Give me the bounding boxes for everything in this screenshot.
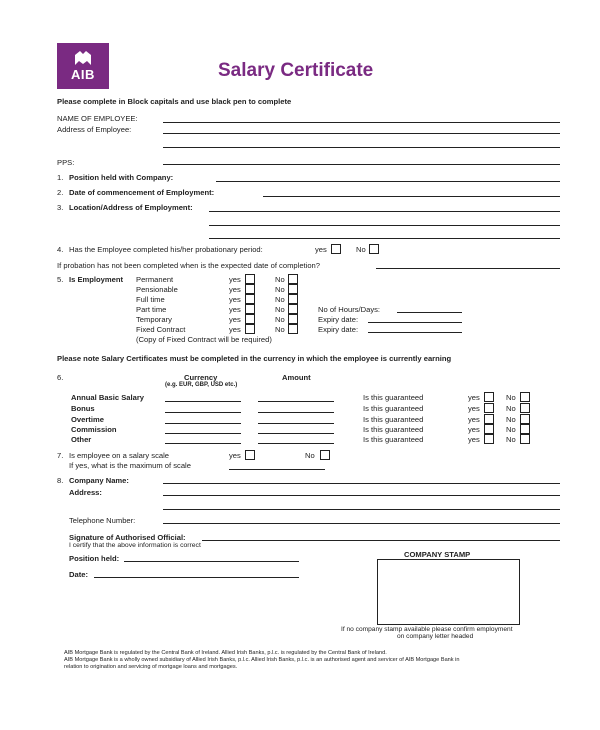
- probation-question: If probation has not been completed when is the expected date of completion?: [57, 261, 321, 270]
- currency-header: Currency: [184, 373, 218, 382]
- full-time-yes-label: yes: [229, 295, 241, 304]
- permanent-yes-checkbox[interactable]: [245, 274, 255, 284]
- probation-date-field[interactable]: [376, 268, 560, 269]
- employment-location-field-1[interactable]: [209, 211, 560, 212]
- annual-basic-yes-checkbox[interactable]: [484, 392, 494, 402]
- employment-type-part-time: Part time: [136, 305, 167, 314]
- page-title: Salary Certificate: [218, 60, 374, 81]
- employment-type-permanent: Permanent: [136, 275, 174, 284]
- salary-row-overtime: Overtime: [71, 415, 104, 424]
- telephone-field[interactable]: [163, 523, 560, 524]
- date-label: Date:: [69, 570, 88, 579]
- employment-location-field-2[interactable]: [209, 225, 560, 226]
- other-guaranteed-label: Is this guaranteed: [363, 435, 424, 444]
- employee-address-field-2[interactable]: [163, 147, 560, 148]
- part-time-yes-checkbox[interactable]: [245, 304, 255, 314]
- signature-label: Signature of Authorised Official:: [69, 533, 186, 542]
- salary-row-bonus: Bonus: [71, 404, 95, 413]
- pensionable-yes-checkbox[interactable]: [245, 284, 255, 294]
- employee-name-field[interactable]: [163, 122, 560, 123]
- commission-yes-checkbox[interactable]: [484, 424, 494, 434]
- employment-type-fixed-contract: Fixed Contract: [136, 325, 186, 334]
- fixed-contract-expiry-field[interactable]: [368, 332, 462, 333]
- part-time-yes-label: yes: [229, 305, 241, 314]
- commission-amount-field[interactable]: [258, 433, 334, 434]
- temporary-yes-label: yes: [229, 315, 241, 324]
- overtime-no-checkbox[interactable]: [520, 414, 530, 424]
- temporary-no-checkbox[interactable]: [288, 314, 298, 324]
- other-currency-field[interactable]: [165, 443, 241, 444]
- company-stamp-label: COMPANY STAMP: [404, 550, 471, 559]
- q5-number: 5.: [57, 275, 64, 284]
- q7-label: Is employee on a salary scale: [69, 451, 170, 460]
- fixed-contract-note: (Copy of Fixed Contract will be required): [136, 335, 272, 344]
- employment-type-temporary: Temporary: [136, 315, 172, 324]
- full-time-yes-checkbox[interactable]: [245, 294, 255, 304]
- permanent-yes-label: yes: [229, 275, 241, 284]
- bonus-yes-label: yes: [468, 404, 480, 413]
- commission-guaranteed-label: Is this guaranteed: [363, 425, 424, 434]
- employment-type-full-time: Full time: [136, 295, 165, 304]
- employee-address-label: Address of Employee:: [57, 125, 132, 134]
- overtime-currency-field[interactable]: [165, 423, 241, 424]
- other-no-checkbox[interactable]: [520, 434, 530, 444]
- commission-yes-label: yes: [468, 425, 480, 434]
- stamp-note-line-2: on company letter headed: [397, 633, 474, 640]
- fixed-contract-no-label: No: [275, 325, 285, 334]
- q2-label: Date of commencement of Employment:: [69, 188, 215, 197]
- telephone-label: Telephone Number:: [69, 516, 136, 525]
- part-time-no-label: No: [275, 305, 285, 314]
- scale-yes-label: yes: [229, 451, 241, 460]
- expiry-date-label-2: Expiry date:: [318, 325, 359, 334]
- signature-field[interactable]: [202, 540, 560, 541]
- annual-basic-yes-label: yes: [468, 393, 480, 402]
- q5-label: Is Employment: [69, 275, 124, 284]
- currency-subheader: (e.g. EUR, GBP, USD etc.): [165, 382, 238, 388]
- date-field[interactable]: [94, 577, 299, 578]
- part-time-no-checkbox[interactable]: [288, 304, 298, 314]
- bonus-yes-checkbox[interactable]: [484, 403, 494, 413]
- official-position-field[interactable]: [124, 561, 299, 562]
- aib-logo: [57, 43, 109, 89]
- aib-logo-mark-icon: [57, 45, 109, 69]
- employee-address-field-1[interactable]: [163, 133, 560, 134]
- instruction-text: Please complete in Block capitals and use black pen to complete: [57, 97, 292, 106]
- footer-line-3: relation to origination and servicing of mortgage loans and mortgages.: [64, 664, 238, 670]
- commencement-date-field[interactable]: [263, 196, 560, 197]
- salary-row-annual-basic: Annual Basic Salary: [71, 393, 145, 402]
- other-no-label: No: [506, 435, 516, 444]
- commission-currency-field[interactable]: [165, 433, 241, 434]
- pensionable-no-checkbox[interactable]: [288, 284, 298, 294]
- company-name-field[interactable]: [163, 483, 560, 484]
- other-amount-field[interactable]: [258, 443, 334, 444]
- fixed-contract-yes-label: yes: [229, 325, 241, 334]
- other-yes-checkbox[interactable]: [484, 434, 494, 444]
- pps-field[interactable]: [163, 164, 560, 165]
- currency-note: Please note Salary Certificates must be completed in the currency in which the employee is currently earning: [57, 354, 452, 363]
- expiry-date-label-1: Expiry date:: [318, 315, 359, 324]
- bonus-guaranteed-label: Is this guaranteed: [363, 404, 424, 413]
- permanent-no-checkbox[interactable]: [288, 274, 298, 284]
- overtime-guaranteed-label: Is this guaranteed: [363, 415, 424, 424]
- fixed-contract-yes-checkbox[interactable]: [245, 324, 255, 334]
- q4-number: 4.: [57, 245, 64, 254]
- annual-basic-no-label: No: [506, 393, 516, 402]
- temporary-yes-checkbox[interactable]: [245, 314, 255, 324]
- q1-label: Position held with Company:: [69, 173, 174, 182]
- position-held-field[interactable]: [216, 181, 560, 182]
- stamp-note-line-1: If no company stamp available please confirm employment: [341, 626, 513, 633]
- q7-number: 7.: [57, 451, 64, 460]
- employee-name-label: NAME OF EMPLOYEE:: [57, 114, 138, 123]
- scale-no-checkbox[interactable]: [320, 450, 330, 460]
- overtime-yes-checkbox[interactable]: [484, 414, 494, 424]
- annual-basic-currency-field[interactable]: [165, 401, 241, 402]
- permanent-no-label: No: [275, 275, 285, 284]
- scale-no-label: No: [305, 451, 315, 460]
- company-stamp-box[interactable]: [377, 559, 520, 625]
- commission-no-label: No: [506, 425, 516, 434]
- employment-type-pensionable: Pensionable: [136, 285, 178, 294]
- company-address-field-2[interactable]: [163, 509, 560, 510]
- company-address-label: Address:: [69, 488, 102, 497]
- q4-yes-label: yes: [315, 245, 327, 254]
- max-scale-field[interactable]: [229, 469, 325, 470]
- q4-no-checkbox[interactable]: [369, 244, 379, 254]
- hours-days-field[interactable]: [397, 312, 462, 313]
- certify-text: I certify that the above information is correct: [69, 542, 201, 549]
- bonus-amount-field[interactable]: [258, 412, 334, 413]
- q3-number: 3.: [57, 203, 64, 212]
- q3-label: Location/Address of Employment:: [69, 203, 193, 212]
- q4-yes-checkbox[interactable]: [331, 244, 341, 254]
- overtime-yes-label: yes: [468, 415, 480, 424]
- logo-text: AIB: [71, 67, 95, 82]
- full-time-no-checkbox[interactable]: [288, 294, 298, 304]
- annual-basic-amount-field[interactable]: [258, 401, 334, 402]
- salary-row-other: Other: [71, 435, 92, 444]
- bonus-currency-field[interactable]: [165, 412, 241, 413]
- pensionable-yes-label: yes: [229, 285, 241, 294]
- q2-number: 2.: [57, 188, 64, 197]
- max-scale-label: If yes, what is the maximum of scale: [69, 461, 191, 470]
- pps-label: PPS:: [57, 158, 75, 167]
- company-address-field-1[interactable]: [163, 495, 560, 496]
- fixed-contract-no-checkbox[interactable]: [288, 324, 298, 334]
- q6-number: 6.: [57, 373, 64, 382]
- overtime-no-label: No: [506, 415, 516, 424]
- annual-basic-guaranteed-label: Is this guaranteed: [363, 393, 424, 402]
- q4-no-label: No: [356, 245, 366, 254]
- footer-line-2: AIB Mortgage Bank is a wholly owned subsidiary of Allied Irish Banks, p.l.c. Allied Irish Banks, p.l.c. is an authorised agent and servicer of AIB Mortgage Bank in: [64, 657, 460, 663]
- q8-number: 8.: [57, 476, 64, 485]
- annual-basic-no-checkbox[interactable]: [520, 392, 530, 402]
- hours-days-label: No of Hours/Days:: [318, 305, 381, 314]
- employment-location-field-3[interactable]: [209, 238, 560, 239]
- temporary-no-label: No: [275, 315, 285, 324]
- overtime-amount-field[interactable]: [258, 423, 334, 424]
- pensionable-no-label: No: [275, 285, 285, 294]
- q4-label: Has the Employee completed his/her probationary period:: [69, 245, 263, 254]
- temporary-expiry-field[interactable]: [368, 322, 462, 323]
- amount-header: Amount: [282, 373, 311, 382]
- footer-line-1: AIB Mortgage Bank is regulated by the Central Bank of Ireland. Allied Irish Banks, p.l.c. is regulated by the Central Bank of Ireland.: [64, 650, 387, 656]
- bonus-no-label: No: [506, 404, 516, 413]
- other-yes-label: yes: [468, 435, 480, 444]
- bonus-no-checkbox[interactable]: [520, 403, 530, 413]
- commission-no-checkbox[interactable]: [520, 424, 530, 434]
- full-time-no-label: No: [275, 295, 285, 304]
- company-name-label: Company Name:: [69, 476, 129, 485]
- scale-yes-checkbox[interactable]: [245, 450, 255, 460]
- position-held-label: Position held:: [69, 554, 120, 563]
- q1-number: 1.: [57, 173, 64, 182]
- salary-row-commission: Commission: [71, 425, 117, 434]
